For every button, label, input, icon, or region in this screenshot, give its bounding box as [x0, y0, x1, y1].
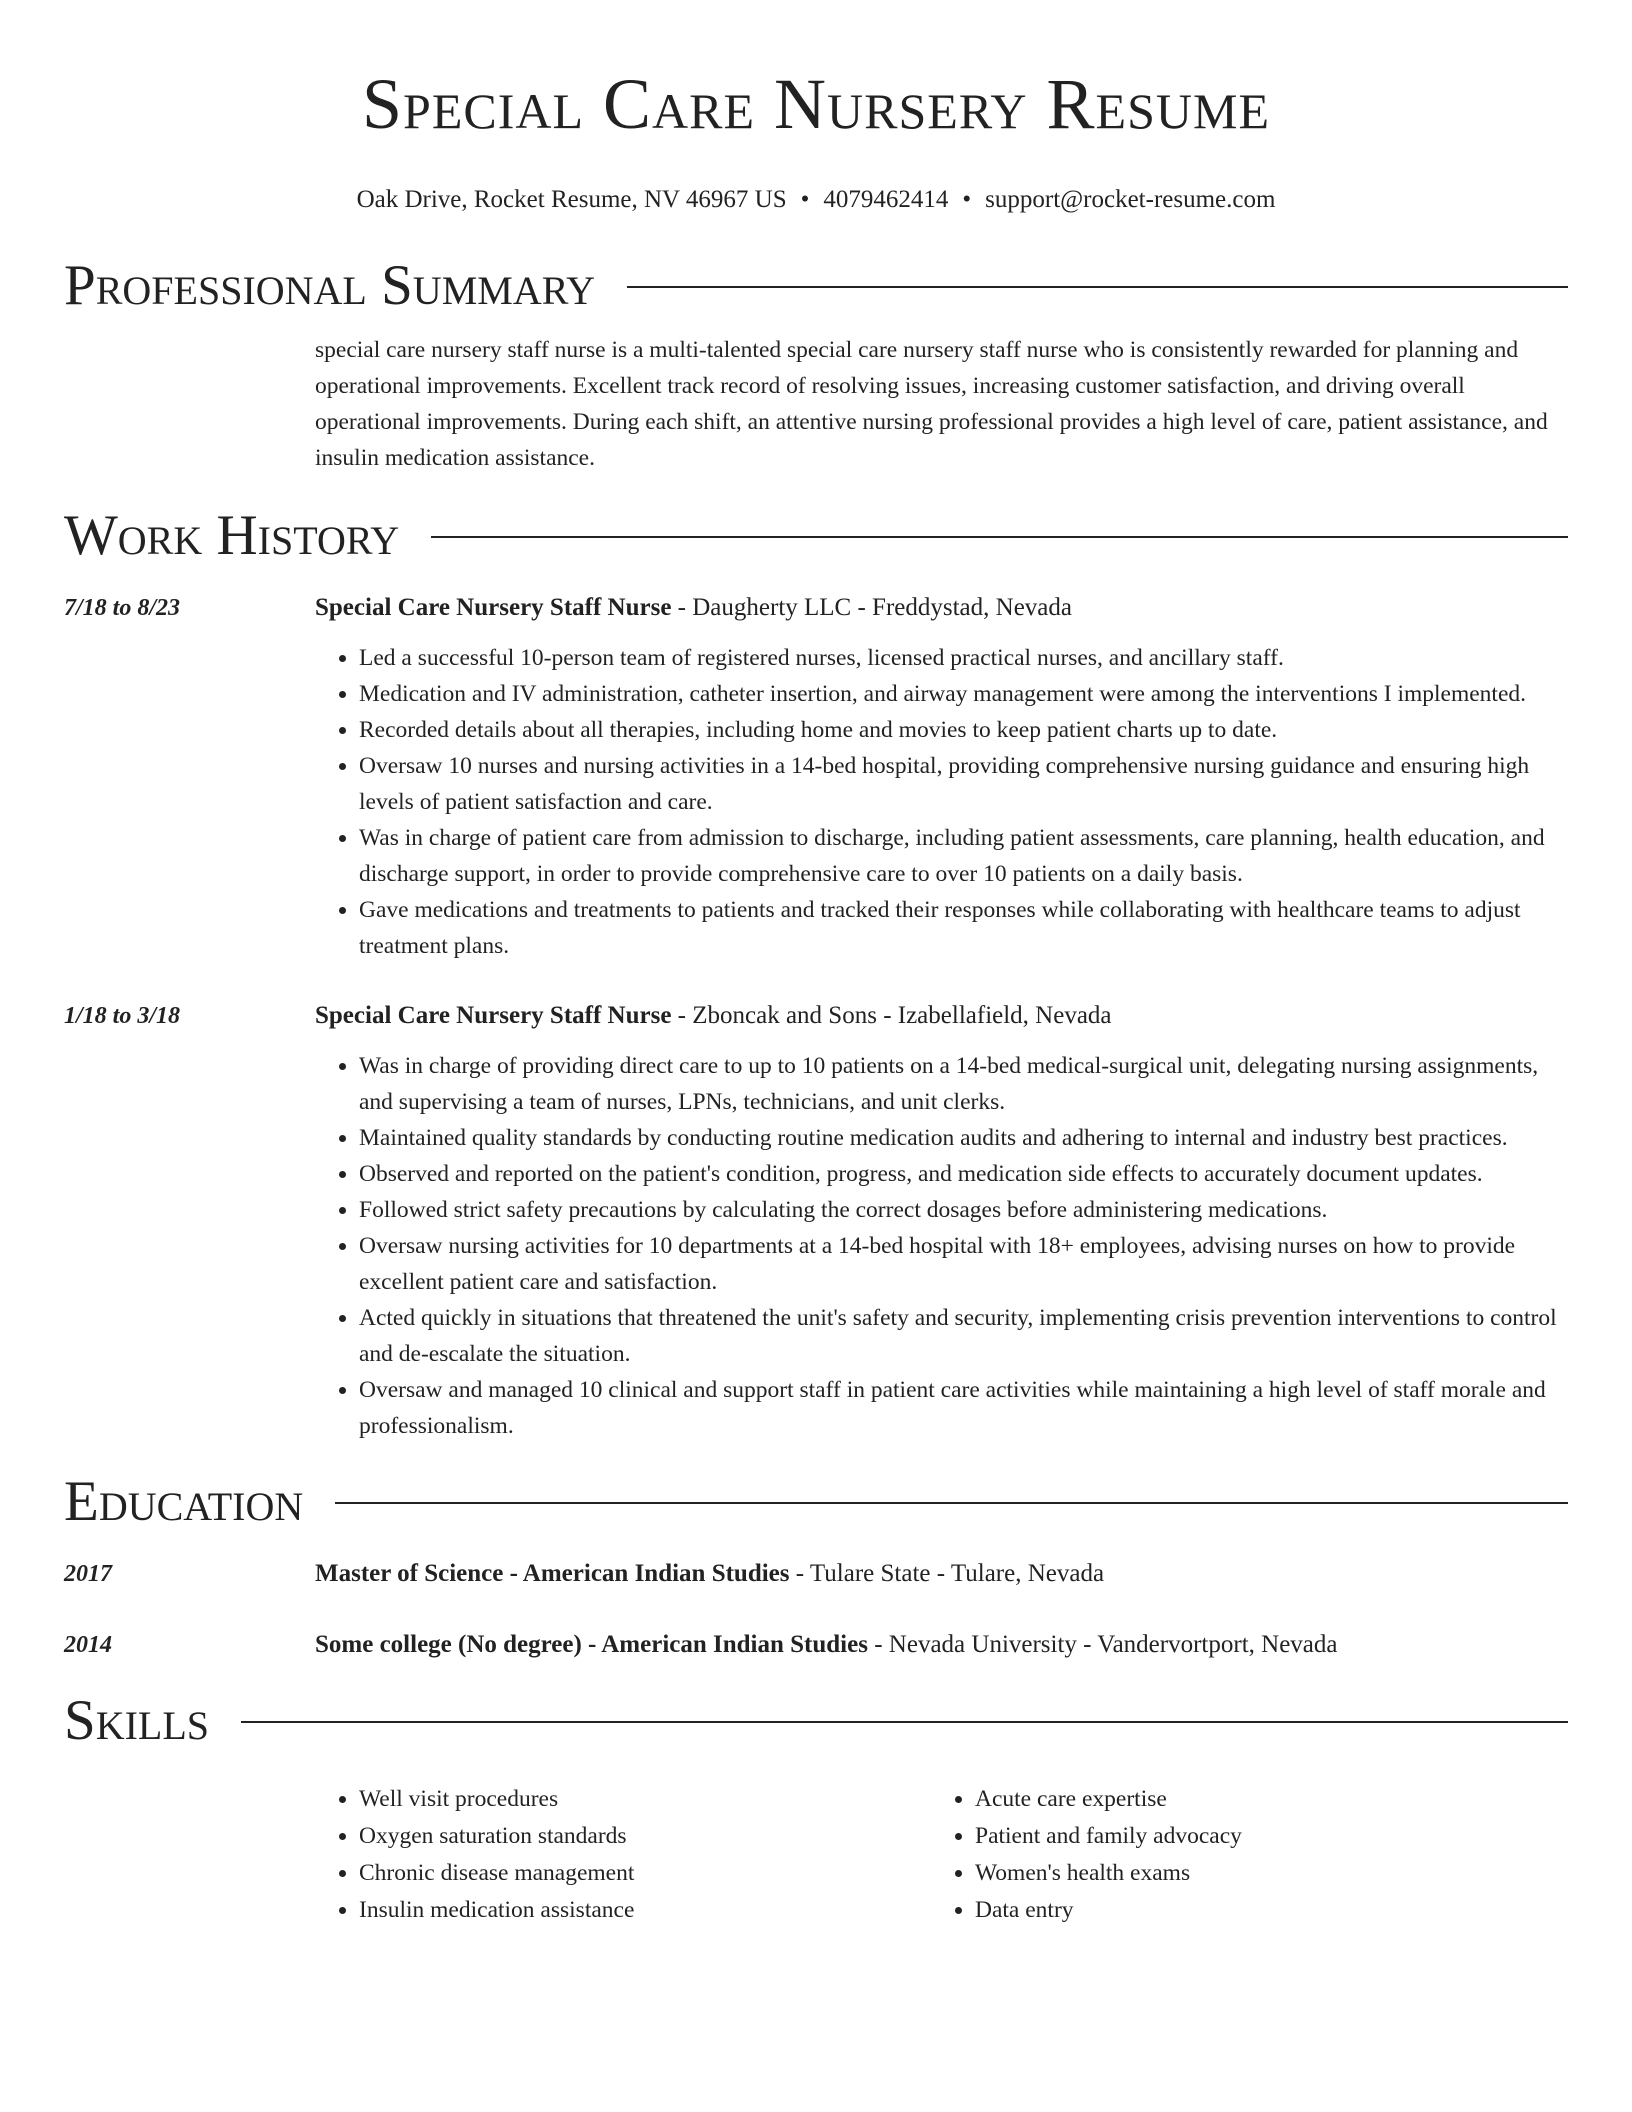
- resume-title: Special Care Nursery Resume: [361, 64, 1271, 144]
- skill-item: • Chronic disease management: [359, 1855, 931, 1892]
- separator-dot: •: [962, 186, 972, 213]
- skill-item: • Acute care expertise: [975, 1781, 1547, 1818]
- job-bullets: [315, 1048, 1568, 1444]
- separator-dot: •: [800, 186, 810, 213]
- skill-item: • Insulin medication assistance: [359, 1892, 931, 1929]
- job-bullet: • Oversaw 10 nurses and nursing activities in a 14-bed hospital, providing comprehensive nursing guidance and ensuring high levels of patient satisfaction and care.: [359, 748, 1568, 820]
- address: Oak Drive, Rocket Resume, NV 46967 US: [356, 186, 787, 213]
- education-degree: Some college (No degree) - American Indian Studies: [315, 1631, 868, 1658]
- job-entry: [64, 998, 1568, 1444]
- job-bullet: • Observed and reported on the patient's condition, progress, and medication side effects to accurately document updates.: [359, 1156, 1568, 1192]
- job-body: [315, 590, 1568, 964]
- section-divider: [627, 286, 1568, 288]
- skill-item: • Oxygen saturation standards: [359, 1818, 931, 1855]
- summary-section-header: [64, 254, 1568, 318]
- education-school: - Tulare State - Tulare, Nevada: [789, 1560, 1105, 1587]
- job-bullet: • Was in charge of patient care from admission to discharge, including patient assessments, care planning, health education, and discharge support, in order to provide comprehensive care to over 10 patients on a daily basis.: [359, 820, 1568, 892]
- job-company: - Daugherty LLC - Freddystad, Nevada: [671, 594, 1072, 621]
- job-dates: 1/18 to 3/18: [64, 1003, 181, 1029]
- job-company: - Zboncak and Sons - Izabellafield, Nevada: [671, 1002, 1112, 1029]
- job-entry: [64, 590, 1568, 964]
- education-year: 2017: [64, 1561, 112, 1587]
- skill-item: • Patient and family advocacy: [975, 1818, 1547, 1855]
- skills-column-left: [315, 1781, 931, 1929]
- job-title: Special Care Nursery Staff Nurse: [315, 594, 672, 621]
- skills-column-right: [931, 1781, 1547, 1929]
- education-entry: [64, 1627, 1568, 1663]
- education-school: - Nevada University - Vandervortport, Nevada: [867, 1631, 1338, 1658]
- job-bullet: • Followed strict safety precautions by calculating the correct dosages before administering medications.: [359, 1192, 1568, 1228]
- education-entry: [64, 1556, 1568, 1592]
- education-degree: Master of Science - American Indian Studies: [315, 1560, 790, 1587]
- education-body: [315, 1556, 1568, 1592]
- skills-list: [315, 1781, 1568, 1929]
- job-title: Special Care Nursery Staff Nurse: [315, 1002, 672, 1029]
- summary-text: special care nursery staff nurse is a multi-talented special care nursery staff nurse who is consistently rewarded for planning and operational improvements. Excellent track record of resolving issues, increasing customer satisfaction, and driving overall operational improvements. During each shift, an attentive nursing professional provides a high level of care, patient assistance, and insulin medication assistance.: [315, 337, 1548, 471]
- job-bullet: • Led a successful 10-person team of registered nurses, licensed practical nurses, and ancillary staff.: [359, 640, 1568, 676]
- education-line: [315, 1556, 1568, 1592]
- job-body: [315, 998, 1568, 1444]
- job-bullets: [315, 640, 1568, 964]
- skills-section-header: [64, 1689, 1568, 1753]
- job-dates: 7/18 to 8/23: [64, 595, 181, 621]
- section-divider: [241, 1721, 1568, 1723]
- job-bullet: • Gave medications and treatments to patients and tracked their responses while collaborating with healthcare teams to adjust treatment plans.: [359, 892, 1568, 964]
- job-bullet: • Medication and IV administration, catheter insertion, and airway management were among the interventions I implemented.: [359, 676, 1568, 712]
- job-bullet: • Oversaw and managed 10 clinical and support staff in patient care activities while maintaining a high level of staff morale and professionalism.: [359, 1372, 1568, 1444]
- job-bullet: • Oversaw nursing activities for 10 departments at a 14-bed hospital with 18+ employees, advising nurses on how to provide excellent patient care and satisfaction.: [359, 1228, 1568, 1300]
- work-heading: Work History: [64, 504, 400, 567]
- work-section-header: [64, 504, 1568, 568]
- education-line: [315, 1627, 1568, 1663]
- section-divider: [335, 1502, 1568, 1504]
- job-bullet: • Maintained quality standards by conducting routine medication audits and adhering to internal and industry best practices.: [359, 1120, 1568, 1156]
- education-body: [315, 1627, 1568, 1663]
- job-bullet: • Was in charge of providing direct care to up to 10 patients on a 14-bed medical-surgical unit, delegating nursing assignments, and supervising a team of nurses, LPNs, technicians, and unit clerks.: [359, 1048, 1568, 1120]
- job-bullet: • Acted quickly in situations that threatened the unit's safety and security, implementing crisis prevention interventions to control and de-escalate the situation.: [359, 1300, 1568, 1372]
- education-section-header: [64, 1470, 1568, 1534]
- phone: 4079462414: [823, 186, 949, 213]
- contact-line: [64, 184, 1568, 216]
- job-title-line: [315, 998, 1568, 1034]
- section-divider: [431, 536, 1568, 538]
- summary-heading: Professional Summary: [64, 254, 596, 317]
- email: support@rocket-resume.com: [985, 186, 1276, 213]
- education-heading: Education: [64, 1470, 304, 1533]
- job-title-line: [315, 590, 1568, 626]
- skill-item: • Data entry: [975, 1892, 1547, 1929]
- job-bullet: • Recorded details about all therapies, including home and movies to keep patient charts up to date.: [359, 712, 1568, 748]
- education-year: 2014: [64, 1632, 112, 1658]
- skill-item: • Well visit procedures: [359, 1781, 931, 1818]
- skill-item: • Women's health exams: [975, 1855, 1547, 1892]
- skills-heading: Skills: [64, 1689, 210, 1752]
